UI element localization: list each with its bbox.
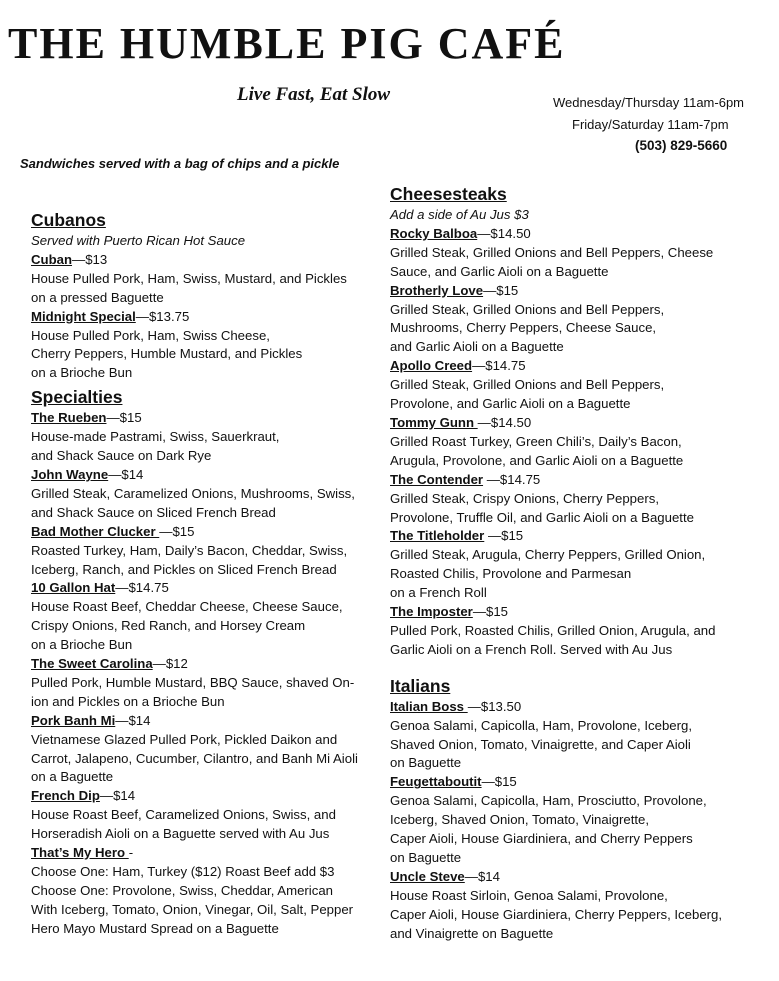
menu-item-header xyxy=(31,579,381,598)
menu-item-description: on a Brioche Bun xyxy=(31,365,133,381)
menu-item-description: Shaved Onion, Tomato, Vinaigrette, and Caper Aioli xyxy=(390,736,691,752)
menu-item-description: Grilled Steak, Grilled Onions and Bell Peppers, xyxy=(390,301,665,317)
menu-list-specialties xyxy=(31,409,381,938)
menu-item-price: —$14 xyxy=(115,712,151,728)
menu-item-header xyxy=(31,308,381,327)
menu-item-name: Cuban xyxy=(31,251,73,267)
menu-item-description: House Roast Beef, Caramelized Onions, Swiss, and xyxy=(31,807,336,823)
menu-item-description: ion and Pickles on a Brioche Bun xyxy=(31,693,225,709)
menu-item-description: on a pressed Baguette xyxy=(31,289,164,305)
menu-item-header xyxy=(390,527,760,546)
menu-item-name: The Titleholder xyxy=(390,528,485,544)
menu-item-name: John Wayne xyxy=(31,466,109,482)
menu-item-description: Choose One: Ham, Turkey ($12) Roast Beef add $3 xyxy=(31,864,335,879)
menu-item-name: Bad Mother Clucker xyxy=(31,523,160,539)
menu-item xyxy=(31,579,381,655)
menu-item-description: on a Baguette xyxy=(31,769,114,785)
section-title-cheesesteaks: Cheesesteaks xyxy=(390,184,507,204)
menu-item-price: —$14 xyxy=(464,868,500,884)
menu-item-price: —$12 xyxy=(152,656,188,672)
menu-item xyxy=(390,357,760,414)
menu-item xyxy=(390,698,760,774)
menu-item-description: Genoa Salami, Capicolla, Ham, Provolone, Iceberg, xyxy=(390,717,692,733)
menu-item-price: —$15 xyxy=(484,528,524,544)
menu-item-price: —$14 xyxy=(108,466,144,482)
menu-item-description: House Pulled Pork, Ham, Swiss, Mustard, and Pickles xyxy=(31,270,347,286)
menu-item-description: Caper Aioli, House Giardiniera, Cherry Peppers, Iceberg, xyxy=(390,906,723,922)
menu-item-description: House Roast Beef, Cheddar Cheese, Cheese Sauce, xyxy=(31,599,343,615)
section-subtitle-cubanos: Served with Puerto Rican Hot Sauce xyxy=(31,233,246,248)
menu-item-name: Rocky Balboa xyxy=(390,225,478,241)
menu-item-name: Tommy Gunn xyxy=(390,414,478,430)
menu-item xyxy=(31,712,381,788)
menu-item-description: Arugula, Provolone, and Garlic Aioli on a Baguette xyxy=(390,452,684,468)
menu-item-description: on Baguette xyxy=(390,850,462,865)
menu-item-header xyxy=(31,844,381,863)
menu-item-header xyxy=(390,773,760,792)
menu-item-price: —$14.75 xyxy=(472,358,526,374)
menu-item-description: Genoa Salami, Capicolla, Ham, Prosciutto, Provolone, xyxy=(390,793,707,809)
menu-item-description: House Pulled Pork, Ham, Swiss Cheese, xyxy=(31,327,270,343)
menu-item-name: Pork Banh Mi xyxy=(31,712,116,728)
menu-item-header xyxy=(31,655,381,674)
menu-item-description: Roasted Turkey, Ham, Daily’s Bacon, Cheddar, Swiss, xyxy=(31,542,348,558)
menu-item xyxy=(390,603,760,660)
menu-item xyxy=(31,655,381,712)
menu-item-price: —$15 xyxy=(106,410,142,426)
menu-item-description: and Vinaigrette on Baguette xyxy=(390,925,554,941)
menu-item-description: House-made Pastrami, Swiss, Sauerkraut, xyxy=(31,429,280,445)
tagline: Live Fast, Eat Slow xyxy=(237,84,391,105)
menu-item-description: Grilled Steak, Crispy Onions, Cherry Peppers, xyxy=(390,490,659,506)
menu-item xyxy=(390,225,760,282)
menu-item xyxy=(390,527,760,603)
menu-item-price: —$15 xyxy=(472,604,509,620)
menu-item xyxy=(390,414,760,471)
menu-item-header xyxy=(390,603,760,622)
menu-item xyxy=(390,282,760,358)
menu-item-price: - xyxy=(128,845,134,861)
menu-item-name: Feugettaboutit xyxy=(390,774,482,790)
menu-item-description: Caper Aioli, House Giardiniera, and Cherry Peppers xyxy=(390,831,693,847)
menu-item-name: Italian Boss xyxy=(390,698,468,714)
menu-item-header xyxy=(390,868,760,887)
menu-item-description: Grilled Steak, Grilled Onions and Bell Peppers, xyxy=(390,377,665,393)
menu-item-description: Iceberg, Shaved Onion, Tomato, Vinaigrette, xyxy=(390,812,650,828)
menu-item-price: —$13.75 xyxy=(135,308,190,324)
hours-fri-sat: Friday/Saturday 11am-7pm xyxy=(572,117,729,132)
menu-item xyxy=(31,308,381,384)
menu-item-name: 10 Gallon Hat xyxy=(31,580,116,596)
menu-item-description: Grilled Steak, Arugula, Cherry Peppers, Grilled Onion, xyxy=(390,547,706,563)
menu-item-description: Grilled Steak, Caramelized Onions, Mushrooms, Swiss, xyxy=(31,485,355,501)
menu-item-description: Pulled Pork, Humble Mustard, BBQ Sauce, shaved On- xyxy=(31,674,355,690)
menu-item-description: Choose One: Provolone, Swiss, Cheddar, American xyxy=(31,882,334,898)
menu-item-price: —$15 xyxy=(159,523,195,539)
menu-item-header xyxy=(390,698,760,717)
menu-item-name: Uncle Steve xyxy=(390,868,465,884)
menu-item-description: on a French Roll xyxy=(390,585,487,601)
menu-list-italians xyxy=(390,698,760,944)
menu-item-description: With Iceberg, Tomato, Onion, Vinegar, Oil, Salt, Pepper xyxy=(31,901,354,917)
menu-item xyxy=(31,251,381,308)
menu-item-description: Vietnamese Glazed Pulled Pork, Pickled Daikon and xyxy=(31,731,338,747)
menu-item xyxy=(31,523,381,580)
menu-item-name: The Sweet Carolina xyxy=(31,656,153,672)
menu-item xyxy=(31,409,381,466)
cafe-title: THE HUMBLE PIG CAFÉ xyxy=(8,19,566,68)
menu-item-header xyxy=(31,409,381,428)
menu-item-name: That’s My Hero xyxy=(31,845,129,861)
menu-list-cheesesteaks xyxy=(390,225,760,660)
menu-item-description: Pulled Pork, Roasted Chilis, Grilled Onion, Arugula, and xyxy=(390,622,716,638)
menu-item-description: Carrot, Jalapeno, Cucumber, Cilantro, and Banh Mi Aioli xyxy=(31,750,358,766)
menu-item-header xyxy=(31,251,381,270)
menu-item xyxy=(390,773,760,868)
menu-item-name: Apollo Creed xyxy=(390,358,473,374)
menu-list-cubanos xyxy=(31,251,381,383)
menu-item-description: Cherry Peppers, Humble Mustard, and Pickles xyxy=(31,346,303,362)
menu-item-header xyxy=(390,225,760,244)
menu-item-description: House Roast Sirloin, Genoa Salami, Provolone, xyxy=(390,887,668,903)
section-subtitle-cheesesteaks: Add a side of Au Jus $3 xyxy=(390,207,529,222)
menu-item xyxy=(390,471,760,528)
menu-item-header xyxy=(390,414,760,433)
menu-item-header xyxy=(31,466,381,485)
menu-item-description: and Shack Sauce on Sliced French Bread xyxy=(31,504,276,520)
menu-item-description: Crispy Onions, Red Ranch, and Horsey Cream xyxy=(31,618,306,634)
menu-item-name: Brotherly Love xyxy=(390,282,484,298)
menu-item xyxy=(31,787,381,844)
menu-item-description: on Baguette xyxy=(390,755,462,771)
menu-item-header xyxy=(31,523,381,542)
menu-item-price: —$15 xyxy=(483,282,519,298)
menu-item-price: —$13.50 xyxy=(467,698,522,714)
menu-item-description: Grilled Steak, Grilled Onions and Bell Peppers, Cheese xyxy=(390,244,714,260)
menu-item xyxy=(31,844,381,939)
menu-item-description: and Garlic Aioli on a Baguette xyxy=(390,339,564,355)
menu-item-description: Iceberg, Ranch, and Pickles on Sliced French Bread xyxy=(31,561,337,577)
menu-item-price: —$14 xyxy=(99,788,136,804)
menu-item-header xyxy=(390,282,760,301)
menu-item-price: —$14.50 xyxy=(477,225,531,241)
menu-item-description: Roasted Chilis, Provolone and Parmesan xyxy=(390,566,632,582)
menu-item-header xyxy=(390,357,760,376)
section-title-italians: Italians xyxy=(390,675,451,696)
menu-item-description: Mushrooms, Cherry Peppers, Cheese Sauce, xyxy=(390,320,657,336)
menu-item-name: French Dip xyxy=(31,788,100,804)
hours-wed-thu: Wednesday/Thursday 11am-6pm xyxy=(553,95,745,110)
menu-item-price: —$14.50 xyxy=(477,414,532,430)
menu-item-name: The Imposter xyxy=(390,604,473,620)
menu-item-name: Midnight Special xyxy=(31,308,136,324)
menu-item-name: The Contender xyxy=(390,471,484,487)
menu-item-price: —$14.75 xyxy=(115,580,169,596)
menu-item-header xyxy=(31,712,381,731)
menu-item-description: Provolone, Truffle Oil, and Garlic Aioli on a Baguette xyxy=(390,509,694,525)
menu-item-price: —$13 xyxy=(72,251,108,267)
section-title-cubanos: Cubanos xyxy=(31,210,106,230)
menu-item-description: and Shack Sauce on Dark Rye xyxy=(31,448,212,464)
menu-item-description: on a Brioche Bun xyxy=(31,637,133,653)
sandwich-note: Sandwiches served with a bag of chips and a pickle xyxy=(20,156,340,171)
menu-item-description: Grilled Roast Turkey, Green Chili’s, Daily’s Bacon, xyxy=(390,433,682,449)
menu-item xyxy=(31,466,381,523)
left-column xyxy=(31,208,381,939)
menu-item-description: Hero Mayo Mustard Spread on a Baguette xyxy=(31,920,279,936)
phone-number: (503) 829-5660 xyxy=(635,138,728,153)
menu-item-header xyxy=(31,787,381,806)
menu-item xyxy=(390,868,760,944)
menu-item-price: —$14.75 xyxy=(483,471,541,487)
section-title-specialties: Specialties xyxy=(31,387,123,408)
menu-item-header xyxy=(390,471,760,490)
menu-item-price: —$15 xyxy=(481,774,517,790)
menu-item-description: Horseradish Aioli on a Baguette served with Au Jus xyxy=(31,826,330,842)
menu-item-name: The Rueben xyxy=(31,410,107,426)
menu-item-description: Provolone, and Garlic Aioli on a Baguette xyxy=(390,396,631,412)
menu-item-description: Sauce, and Garlic Aioli on a Baguette xyxy=(390,263,609,279)
menu-item-description: Garlic Aioli on a French Roll. Served with Au Jus xyxy=(390,641,673,657)
right-column xyxy=(390,182,760,944)
